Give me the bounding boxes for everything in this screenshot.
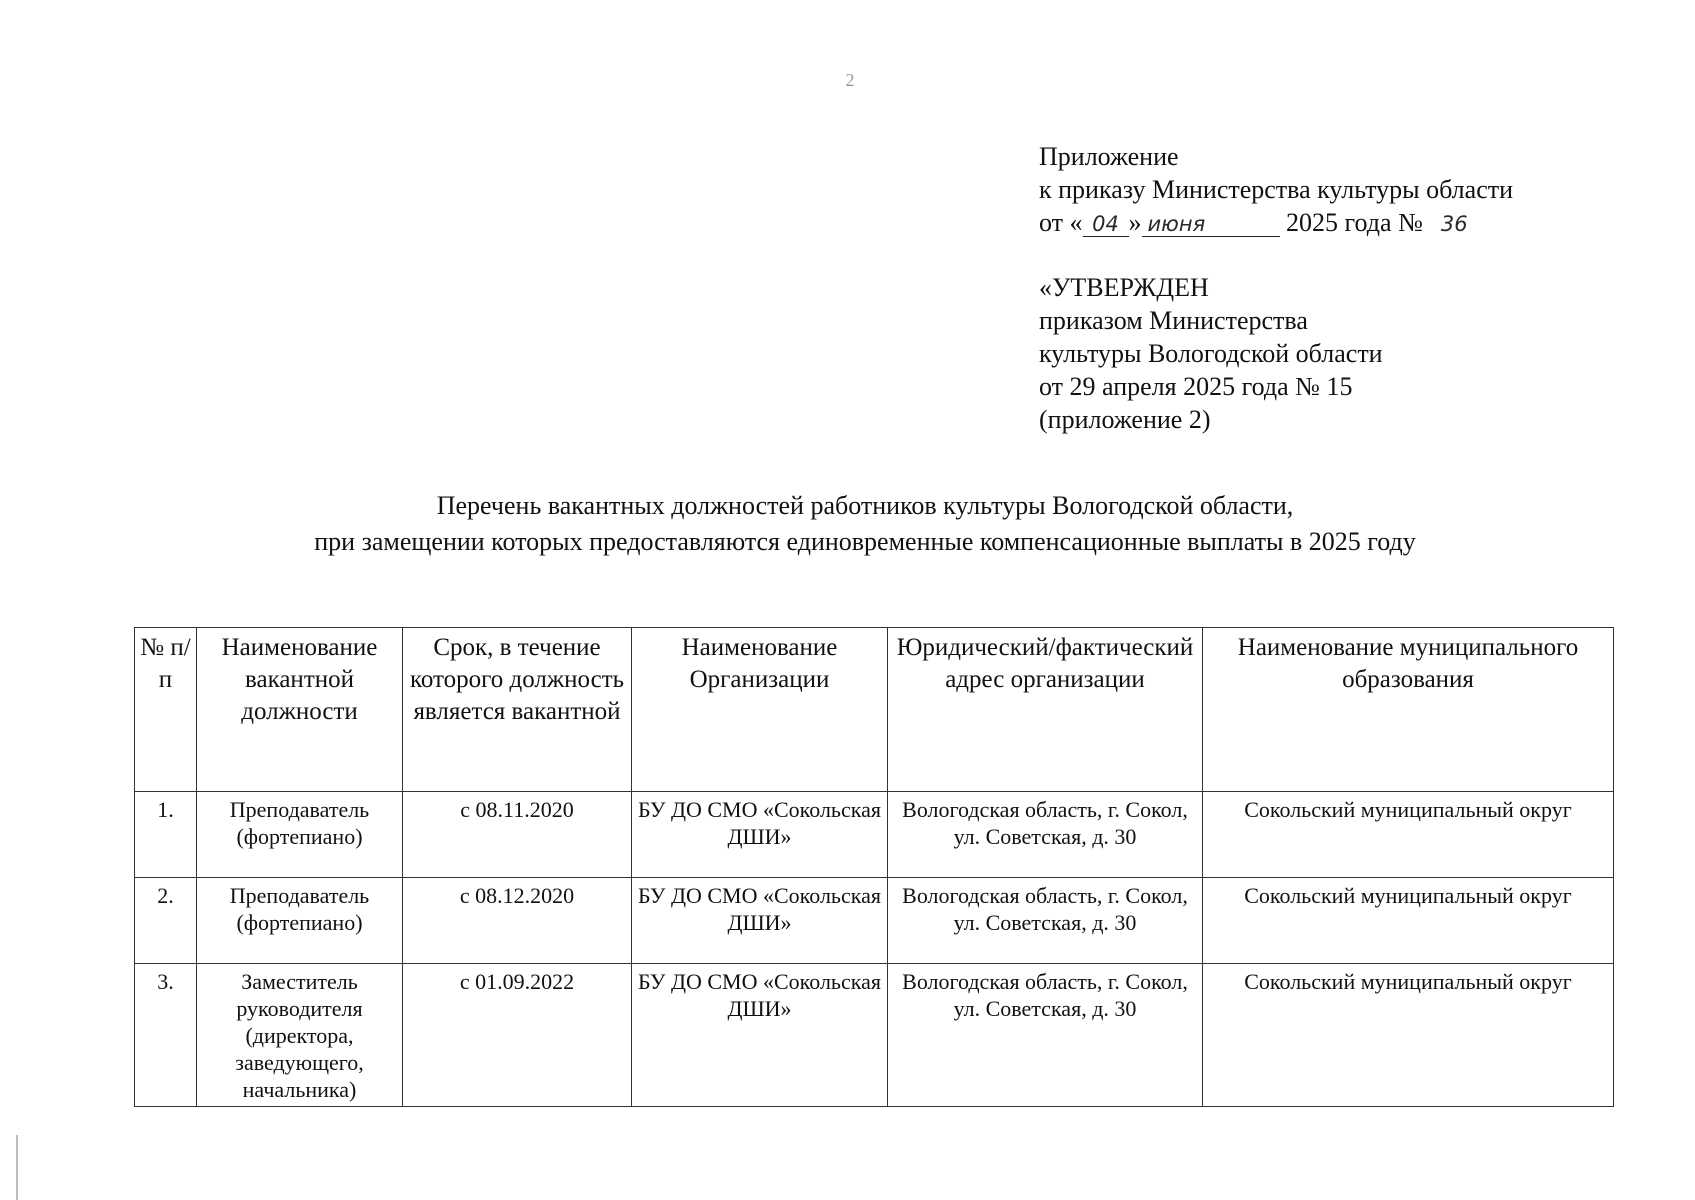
approved-block <box>1039 271 1639 436</box>
cell-num: 2. <box>135 878 197 964</box>
cell-organization: БУ ДО СМО «Сокольская ДШИ» <box>632 792 888 878</box>
handwritten-day: 04 <box>1083 212 1129 237</box>
cell-municipality: Сокольский муниципальный округ <box>1203 964 1614 1107</box>
handwritten-month: июня <box>1142 212 1280 237</box>
appendix-header <box>1039 140 1639 241</box>
header-organization: Наименование Организации <box>632 628 888 792</box>
cell-position: Преподаватель (фортепиано) <box>197 878 403 964</box>
approved-line-5: (приложение 2) <box>1039 405 1211 434</box>
vacancies-table <box>134 627 1614 1107</box>
date-mid: » <box>1128 208 1142 237</box>
cell-num: 1. <box>135 792 197 878</box>
cell-term: с 01.09.2022 <box>403 964 632 1107</box>
cell-term: с 08.12.2020 <box>403 878 632 964</box>
table-header-row <box>135 628 1614 792</box>
cell-organization: БУ ДО СМО «Сокольская ДШИ» <box>632 878 888 964</box>
document-title <box>0 488 1695 560</box>
appendix-order-date <box>1039 206 1639 241</box>
appendix-label: Приложение <box>1039 142 1179 171</box>
title-line-2: при замещении которых предоставляются единовременные компенсационные выплаты в 2025 году <box>314 527 1416 556</box>
header-position: Наименование вакантной должности <box>197 628 403 792</box>
header-municipality: Наименование муниципального образования <box>1203 628 1614 792</box>
header-term: Срок, в течение которого должность является вакантной <box>403 628 632 792</box>
cell-address: Вологодская область, г. Сокол, ул. Советская, д. 30 <box>888 878 1203 964</box>
cell-address: Вологодская область, г. Сокол, ул. Советская, д. 30 <box>888 964 1203 1107</box>
cell-organization: БУ ДО СМО «Сокольская ДШИ» <box>632 964 888 1107</box>
cell-position: Преподаватель (фортепиано) <box>197 792 403 878</box>
header-address: Юридический/фактический адрес организации <box>888 628 1203 792</box>
date-prefix: от « <box>1039 208 1083 237</box>
date-year-text: 2025 года № <box>1286 208 1423 237</box>
cell-municipality: Сокольский муниципальный округ <box>1203 878 1614 964</box>
cell-term: с 08.11.2020 <box>403 792 632 878</box>
handwritten-order-number: 36 <box>1440 212 1468 236</box>
table-row <box>135 964 1614 1107</box>
appendix-order-ref: к приказу Министерства культуры области <box>1039 175 1514 204</box>
title-line-1: Перечень вакантных должностей работников культуры Вологодской области, <box>436 491 1294 520</box>
approved-heading: «УТВЕРЖДЕН <box>1039 273 1209 302</box>
cell-address: Вологодская область, г. Сокол, ул. Советская, д. 30 <box>888 792 1203 878</box>
page-number: 2 <box>845 70 855 90</box>
header-num: № п/п <box>135 628 197 792</box>
table-row <box>135 878 1614 964</box>
table-row <box>135 792 1614 878</box>
cell-num: 3. <box>135 964 197 1107</box>
scan-edge-mark <box>16 1135 18 1200</box>
approved-line-4: от 29 апреля 2025 года № 15 <box>1039 372 1353 401</box>
approved-line-2: приказом Министерства <box>1039 306 1308 335</box>
cell-municipality: Сокольский муниципальный округ <box>1203 792 1614 878</box>
approved-line-3: культуры Вологодской области <box>1039 339 1383 368</box>
cell-position: Заместитель руководителя (директора, заведующего, начальника) <box>197 964 403 1107</box>
